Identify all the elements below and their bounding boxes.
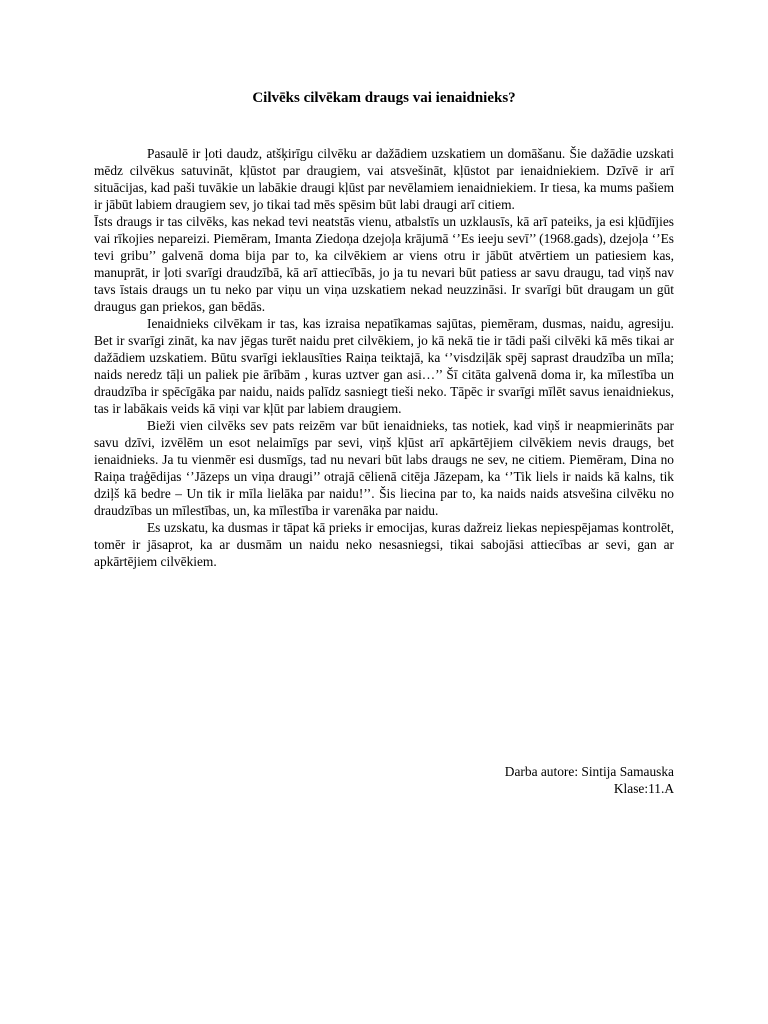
paragraph-self-enemy: Bieži vien cilvēks sev pats reizēm var būt ienaidnieks, tas notiek, kad viņš ir neapmierināts par savu dzīvi, izvēlēm un esot nelaimīgs par sevi, viņš kļūst arī apkārtējiem cilvēkiem nevis draugs, bet ienaidnieks. Ja tu vienmēr esi dusmīgs, tad nu nevari būt labs draugs ne sev, ne citiem. Piemēram, Dina no Raiņa traģēdijas ‘’Jāzeps un viņa draugi’’ otrajā cēlienā citēja Jāzepam, ka ‘’Tik liels ir naids kā kalns, tik dziļš kā bedre – Un tik ir mīla lielāka par naidu!’’. Šis liecina par to, ka naids naids atsvešina cilvēku no draudzības un mīlestības, un, ka mīlestība ir varenāka par naidu. [94, 418, 674, 518]
author-line: Darba autore: Sintija Samauska [504, 764, 674, 779]
paragraph-intro: Pasaulē ir ļoti daudz, atšķirīgu cilvēku ar dažādiem uzskatiem un domāšanu. Šie dažādie uzskati mēdz cilvēkus satuvināt, kļūstot par draugiem, vai atsvešināt, kļūstot par ienaidniekiem. Dzīvē ir arī situācijas, kad paši tuvākie un labākie draugi kļūst par nevēlamiem ienaidniekiem. Ir tiesa, ka mums pašiem ir jābūt labiem draugiem sev, jo tikai tad mēs spēsim būt labi draugi arī citiem. [94, 146, 674, 212]
class-line: Klase:11.A [613, 781, 674, 796]
signature-block [374, 763, 674, 797]
essay-body [94, 145, 674, 570]
paragraph-conclusion: Es uzskatu, ka dusmas ir tāpat kā prieks ir emocijas, kuras dažreiz liekas nepiespējamas kontrolēt, tomēr ir jāsaprot, ka ar dusmām un naidu neko nesasniegsi, tikai sabojāsi attiecības ar sevi, gan ar apkārtējiem cilvēkiem. [94, 520, 674, 569]
page-title: Cilvēks cilvēkam draugs vai ienaidnieks? [252, 90, 516, 106]
paragraph-enemy: Ienaidnieks cilvēkam ir tas, kas izraisa nepatīkamas sajūtas, piemēram, dusmas, naidu, agresiju. Bet ir svarīgi zināt, ka nav jēgas turēt naidu pret cilvēkiem, jo kā nekā tie ir tādi paši cilvēki kā mēs tikai ar dažādiem uzskatiem. Būtu svarīgi ieklausīties Raiņa teiktajā, ka ‘’visdziļāk spēj saprast draudzība un mīla; naids neredz tāļi un paliek pie ārībām , kuras uztver gan asi…’’ Šī citāta galvenā doma ir, ka mīlestība un draudzība ir spēcīgāka par naidu, naids palīdz sasniegt tieši neko. Tāpēc ir svarīgi mīlēt savus ienaidniekus, tas ir labākais veids kā viņi var kļūt par labiem draugiem. [94, 316, 674, 416]
paragraph-true-friend: Īsts draugs ir tas cilvēks, kas nekad tevi neatstās vienu, atbalstīs un uzklausīs, kā arī pateiks, ja esi kļūdījies vai rīkojies nepareizi. Piemēram, Imanta Ziedoņa dzejoļa krājumā ‘’Es ieeju sevī’’ (1968.gads), dzejoļa ‘’Es tevi gribu’’ galvenā doma bija par to, ka cilvēkiem ar viens otru ir jābūt atvērtiem un patiesiem kas, manuprāt, ir ļoti svarīgi draudzībā, kā arī attiecībās, jo ja tu nevari būt patiess ar savu draugu, tad viņš nav tavs īstais draugs un tu neko par viņu un viņa uzskatiem nekad neuzzināsi. Ir svarīgi būt draugam un gūt draugus gan priekos, gan bēdās. [94, 214, 674, 314]
